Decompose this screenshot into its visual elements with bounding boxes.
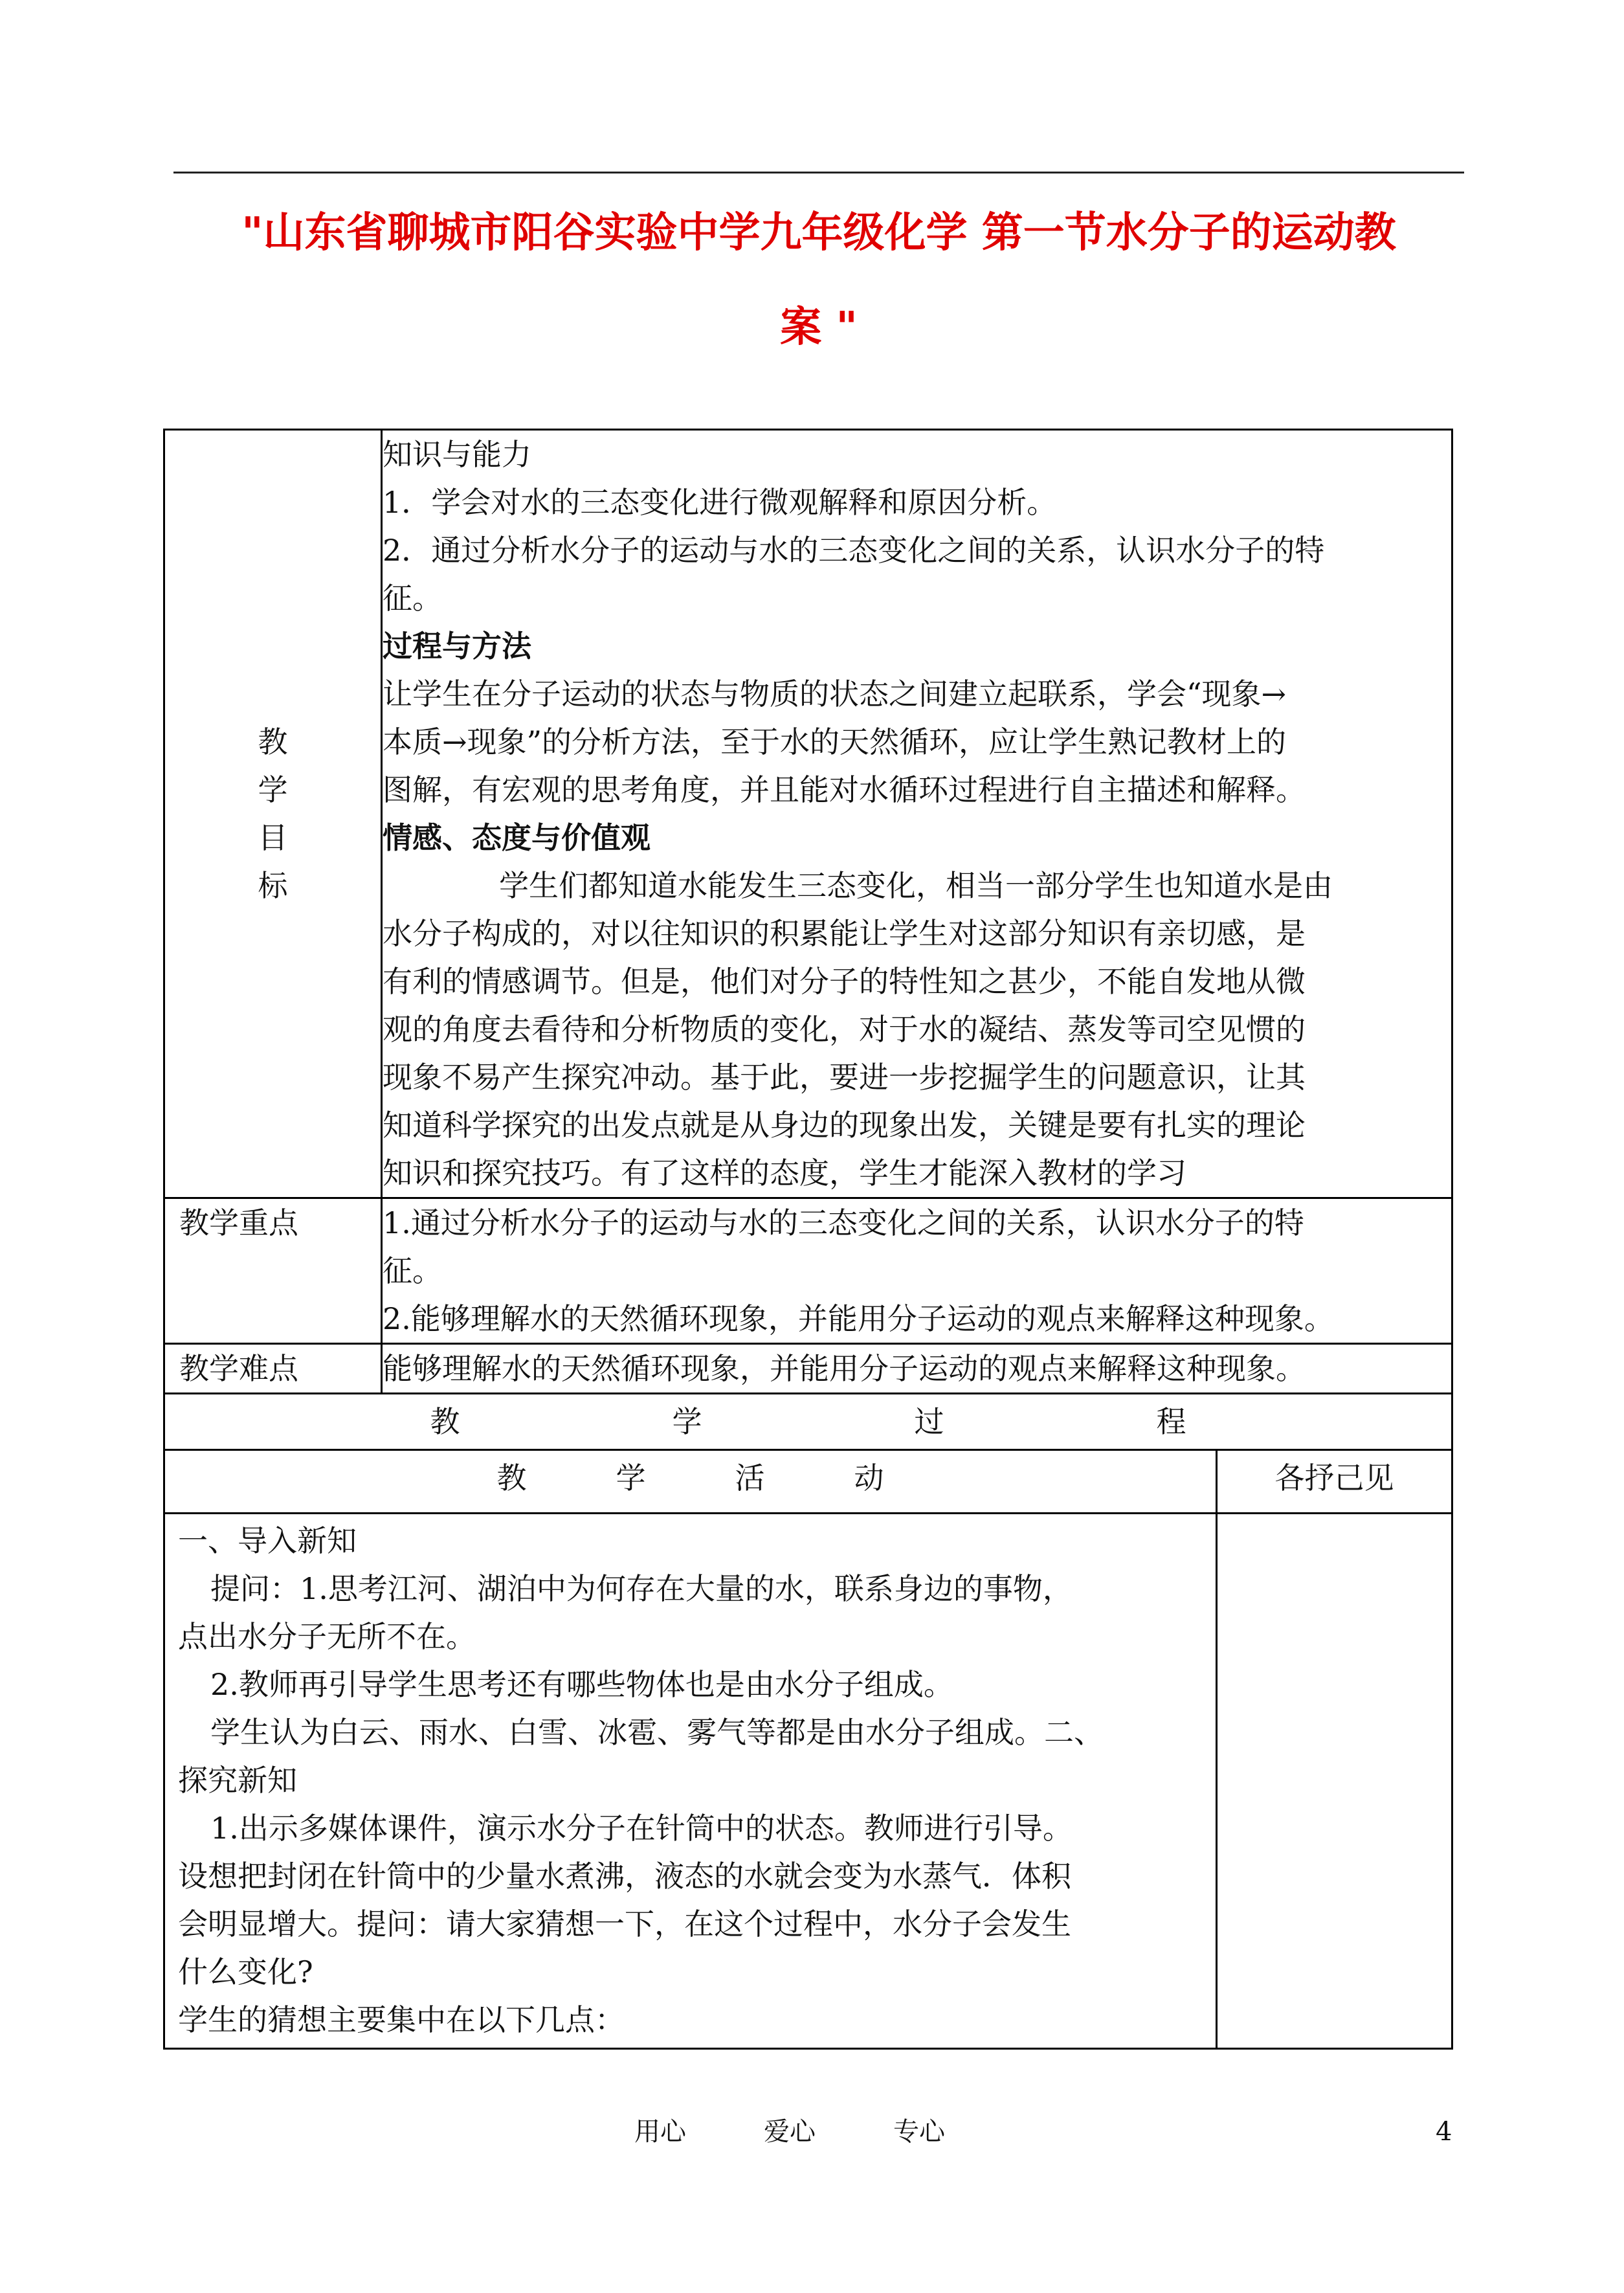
objective-line: 学生们都知道水能发生三态变化，相当一部分学生也知道水是由 [499, 868, 1333, 903]
activity-line: 学生认为白云、雨水、白雪、冰雹、雾气等都是由水分子组成。二、 [210, 1715, 1104, 1750]
footer-item: 专心 [893, 2117, 945, 2147]
objective-line: 知识和探究技巧。有了这样的态度，学生才能深入教材的学习 [383, 1156, 1186, 1191]
objective-line: 本质→现象”的分析方法，至于水的天然循环，应让学生熟记教材上的 [383, 724, 1287, 759]
difficult-points-content [382, 1344, 1452, 1394]
process-header: 教 学 过 程 [164, 1394, 1452, 1450]
objective-line: 让学生在分子运动的状态与物质的状态之间建立起联系，学会“现象→ [383, 677, 1287, 711]
objective-line: 现象不易产生探究冲动。基于此，要进一步挖掘学生的问题意识，让其 [383, 1060, 1306, 1095]
activity-line: 1.出示多媒体课件，演示水分子在针筒中的状态。教师进行引导。 [210, 1811, 1073, 1846]
objective-subheading: 过程与方法 [383, 629, 531, 664]
objective-line: 有利的情感调节。但是，他们对分子的特性知之甚少，不能自发地从微 [383, 964, 1306, 999]
activity-line: 2.教师再引导学生思考还有哪些物体也是由水分子组成。 [210, 1667, 953, 1702]
page-title-line-1: "山东省聊城市阳谷实验中学九年级化学 第一节水分子的运动教 [241, 209, 1396, 257]
page-number: 4 [1436, 2117, 1452, 2147]
objective-line: 征。 [383, 581, 442, 616]
key-point-line: 征。 [383, 1253, 442, 1288]
objective-line: 知道科学探究的出发点就是从身边的现象出发，关键是要有扎实的理论 [383, 1108, 1306, 1143]
difficult-points-row [164, 1344, 1452, 1394]
key-points-content [382, 1198, 1452, 1344]
objectives-content [382, 430, 1452, 1198]
page-title-line-2: 案 " [780, 304, 858, 352]
footer-item: 用心 [634, 2117, 686, 2147]
difficult-point-line: 能够理解水的天然循环现象，并能用分子运动的观点来解释这种现象。 [383, 1351, 1306, 1386]
activity-row [164, 1514, 1452, 2049]
activity-line: 点出水分子无所不在。 [178, 1619, 476, 1654]
activity-line: 会明显增大。提问：请大家猜想一下，在这个过程中，水分子会发生 [178, 1907, 1071, 1941]
notes-header: 各抒己见 [1217, 1450, 1452, 1514]
footer-item: 爱心 [764, 2117, 816, 2147]
process-header-row [164, 1394, 1452, 1450]
notes-cell [1217, 1514, 1452, 2049]
key-point-line: 1.通过分析水分子的运动与水的三态变化之间的关系，认识水分子的特 [383, 1205, 1304, 1240]
activity-line: 探究新知 [178, 1763, 297, 1798]
key-points-label: 教学重点 [164, 1198, 382, 1344]
top-rule [173, 172, 1464, 173]
activity-line: 什么变化? [178, 1954, 313, 1989]
objective-line: 观的角度去看待和分析物质的变化，对于水的凝结、蒸发等司空见惯的 [383, 1012, 1306, 1047]
activity-line: 提问：1.思考江河、湖泊中为何存在大量的水，联系身边的事物， [210, 1571, 1073, 1606]
activity-line: 一、导入新知 [178, 1523, 357, 1558]
activity-line: 设想把封闭在针筒中的少量水煮沸，液态的水就会变为水蒸气．体积 [178, 1859, 1071, 1894]
objective-line: 1．学会对水的三态变化进行微观解释和原因分析。 [383, 485, 1057, 520]
key-points-row [164, 1198, 1452, 1344]
activity-header: 教 学 活 动 [164, 1450, 1217, 1514]
objective-line: 知识与能力 [383, 437, 531, 472]
objectives-row [164, 430, 1452, 1198]
page-footer [0, 2109, 1624, 2154]
objective-line: 图解，有宏观的思考角度，并且能对水循环过程进行自主描述和解释。 [383, 772, 1306, 807]
difficult-points-label: 教学难点 [164, 1344, 382, 1394]
activity-content [164, 1514, 1217, 2049]
objective-line: 2．通过分析水分子的运动与水的三态变化之间的关系，认识水分子的特 [383, 533, 1325, 568]
activity-header-row [164, 1450, 1452, 1514]
objectives-label: 教 学 目 标 [164, 430, 382, 1198]
activity-line: 学生的猜想主要集中在以下几点： [178, 2002, 625, 2037]
objective-line: 水分子构成的，对以往知识的积累能让学生对这部分知识有亲切感，是 [383, 916, 1306, 951]
key-point-line: 2.能够理解水的天然循环现象，并能用分子运动的观点来解释这种现象。 [383, 1301, 1334, 1336]
lesson-plan-table [163, 429, 1453, 2050]
objective-subheading: 情感、态度与价值观 [383, 820, 651, 855]
